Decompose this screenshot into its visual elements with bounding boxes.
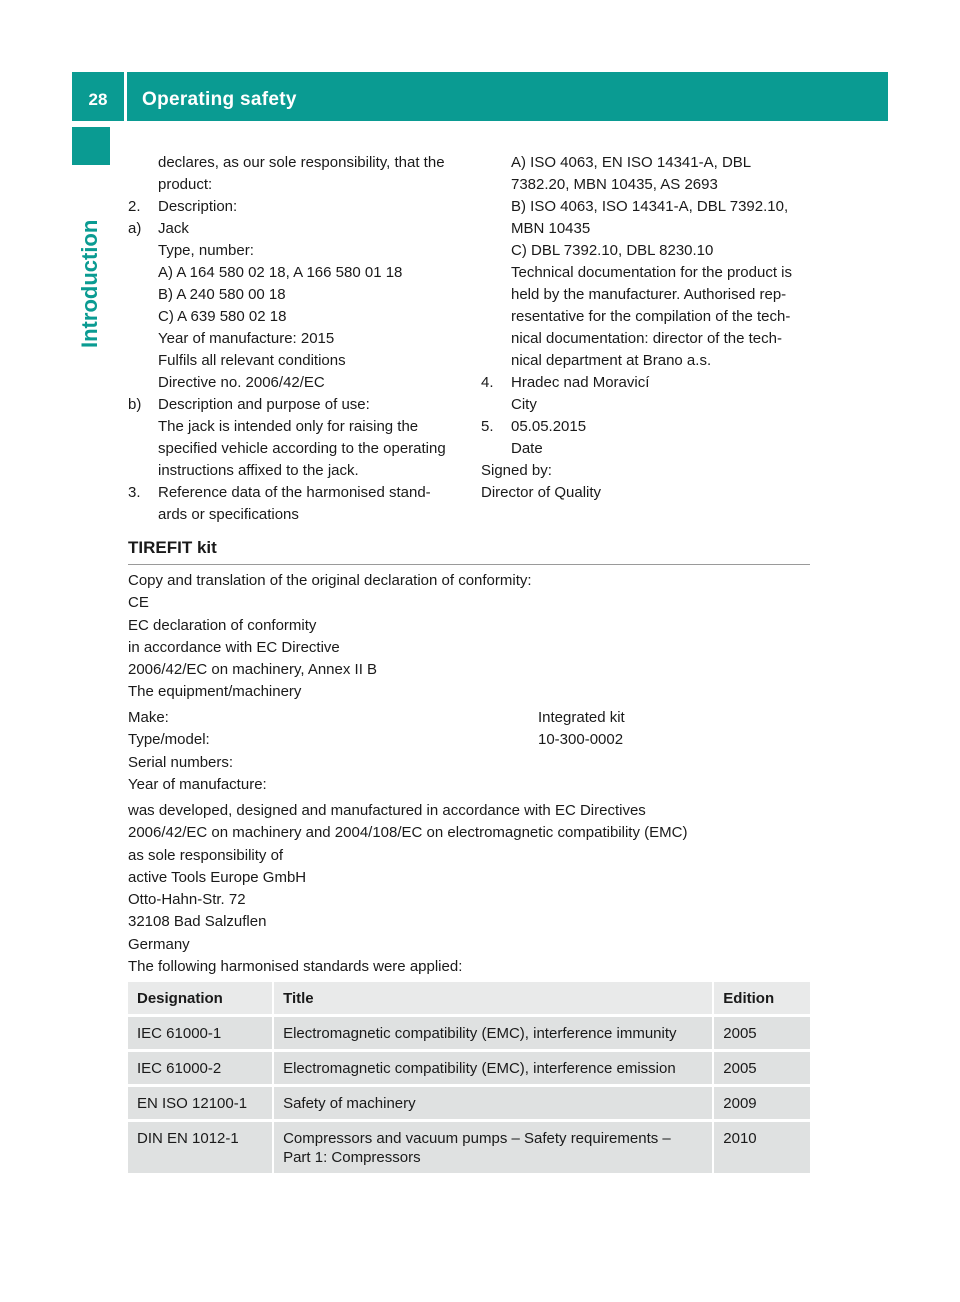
right-column	[481, 152, 816, 504]
list-marker: 3.	[128, 484, 141, 501]
right-paragraph	[481, 240, 816, 262]
text-line: 7382.20, MBN 10435, AS 2693	[511, 176, 718, 193]
text-line: was developed, designed and manufactured in accordance with EC Directives	[128, 802, 646, 819]
text-line: product:	[158, 176, 213, 193]
column-header-edition: Edition	[714, 982, 810, 1014]
text-line: A) A 164 580 02 18, A 166 580 01 18	[158, 264, 403, 281]
text-line: nical department at Brano a.s.	[511, 352, 712, 369]
left-paragraph	[128, 372, 463, 394]
text-line: Technical documentation for the product is	[511, 264, 792, 281]
right-paragraph	[481, 482, 816, 504]
table-row	[128, 1049, 810, 1084]
text-line: EC declaration of conformity	[128, 616, 317, 634]
left-paragraph	[128, 284, 463, 306]
field-row	[128, 752, 828, 774]
header-divider	[124, 72, 127, 121]
section-header-title: Operating safety	[142, 89, 297, 110]
text-line: Reference data of the harmonised stand-	[158, 484, 431, 501]
left-paragraph	[128, 218, 463, 240]
text-line: The jack is intended only for raising the	[158, 418, 419, 435]
field-label: Make:	[128, 709, 169, 726]
left-paragraph	[128, 394, 463, 416]
left-paragraph	[128, 262, 463, 284]
right-paragraph	[481, 438, 816, 460]
text-line: MBN 10435	[511, 220, 591, 237]
text-line: declares, as our sole responsibility, that the	[158, 154, 445, 171]
table-row	[128, 1014, 810, 1049]
standards-table	[128, 982, 810, 1173]
right-paragraph	[481, 196, 816, 240]
chapter-marker	[72, 127, 110, 165]
text-line: Jack	[158, 220, 189, 237]
cell-title: Electromagnetic compatibility (EMC), interference immunity	[274, 1014, 714, 1049]
cell-title: Compressors and vacuum pumps – Safety requirements – Part 1: Compressors	[274, 1119, 714, 1173]
field-row	[128, 707, 828, 729]
text-line: instructions affixed to the jack.	[158, 462, 359, 479]
left-paragraph	[128, 350, 463, 372]
table-row	[128, 1119, 810, 1173]
right-paragraph	[481, 152, 816, 196]
text-line: Description:	[158, 198, 238, 215]
heading-rule	[128, 564, 810, 565]
right-paragraph	[481, 372, 816, 394]
text-line: as sole responsibility of	[128, 846, 284, 864]
tirefit-heading: TIREFIT kit	[128, 538, 217, 557]
list-marker: 5.	[481, 418, 494, 435]
chapter-label: Introduction	[77, 219, 102, 348]
text-line: Otto-Hahn-Str. 72	[128, 891, 246, 909]
field-row	[128, 729, 828, 751]
left-paragraph	[128, 328, 463, 350]
right-paragraph	[481, 416, 816, 438]
text-line: City	[511, 396, 537, 413]
text-line: nical documentation: director of the tech-	[511, 330, 782, 347]
page-header	[72, 72, 888, 121]
text-line: 05.05.2015	[511, 418, 587, 435]
list-marker: 2.	[128, 198, 141, 215]
cell-designation: EN ISO 12100-1	[128, 1084, 274, 1119]
text-line: The following harmonised standards were applied:	[128, 958, 463, 976]
left-column	[128, 152, 463, 526]
list-marker: b)	[128, 396, 142, 413]
text-line: B) ISO 4063, ISO 14341-A, DBL 7392.10,	[511, 198, 789, 215]
cell-title: Safety of machinery	[274, 1084, 714, 1119]
field-row	[128, 774, 828, 796]
cell-title: Electromagnetic compatibility (EMC), interference emission	[274, 1049, 714, 1084]
cell-edition: 2005	[714, 1014, 810, 1049]
text-line: C) A 639 580 02 18	[158, 308, 287, 325]
text-line: Copy and translation of the original declaration of conformity:	[128, 572, 532, 589]
text-line: resentative for the compilation of the tech-	[511, 308, 791, 325]
list-marker: 4.	[481, 374, 494, 391]
text-line: Hradec nad Moravicí	[511, 374, 650, 391]
cell-edition: 2009	[714, 1084, 810, 1119]
left-paragraph	[128, 416, 463, 482]
declaration-body	[128, 800, 828, 978]
text-line: active Tools Europe GmbH	[128, 868, 307, 886]
text-line: B) A 240 580 00 18	[158, 286, 286, 303]
left-paragraph	[128, 152, 463, 196]
text-line: Type, number:	[158, 242, 254, 259]
right-paragraph	[481, 460, 816, 482]
left-paragraph	[128, 240, 463, 262]
cell-designation: IEC 61000-2	[128, 1049, 274, 1084]
field-value: Integrated kit	[538, 709, 625, 726]
text-line: 32108 Bad Salzuflen	[128, 913, 267, 931]
field-label: Type/model:	[128, 731, 210, 749]
text-line: The equipment/machinery	[128, 683, 302, 701]
cell-designation: DIN EN 1012-1	[128, 1119, 274, 1173]
text-line: held by the manufacturer. Authorised rep-	[511, 286, 787, 303]
text-line: CE	[128, 594, 149, 612]
text-line: in accordance with EC Directive	[128, 638, 340, 656]
list-marker: a)	[128, 220, 142, 237]
column-header-title: Title	[274, 982, 714, 1014]
text-line: Date	[511, 440, 543, 457]
cell-edition: 2010	[714, 1119, 810, 1173]
text-line: ards or specifications	[158, 506, 299, 523]
page-number: 28	[88, 90, 108, 109]
left-paragraph	[128, 196, 463, 218]
cell-edition: 2005	[714, 1049, 810, 1084]
text-line: Year of manufacture: 2015	[158, 330, 335, 347]
text-line: Fulfils all relevant conditions	[158, 352, 346, 369]
table-header-row	[128, 982, 810, 1014]
right-paragraph	[481, 394, 816, 416]
text-line: 2006/42/EC on machinery, Annex II B	[128, 661, 378, 679]
text-line: Director of Quality	[481, 484, 602, 501]
text-line: A) ISO 4063, EN ISO 14341-A, DBL	[511, 154, 752, 171]
field-value: 10-300-0002	[538, 731, 624, 749]
text-line: Germany	[128, 935, 190, 953]
equipment-fields	[128, 707, 828, 796]
text-line: C) DBL 7392.10, DBL 8230.10	[511, 242, 714, 259]
field-label: Serial numbers:	[128, 753, 234, 771]
table-row	[128, 1084, 810, 1119]
left-paragraph	[128, 482, 463, 526]
field-label: Year of manufacture:	[128, 775, 267, 793]
declaration-intro	[128, 570, 828, 704]
left-paragraph	[128, 306, 463, 328]
text-line: Signed by:	[481, 462, 552, 479]
cell-designation: IEC 61000-1	[128, 1014, 274, 1049]
text-line: Directive no. 2006/42/EC	[158, 374, 325, 391]
text-line: 2006/42/EC on machinery and 2004/108/EC on electromagnetic compatibility (EMC)	[128, 824, 688, 842]
column-header-designation: Designation	[128, 982, 274, 1014]
text-line: specified vehicle according to the operating	[158, 440, 446, 457]
text-line: Description and purpose of use:	[158, 396, 370, 413]
right-paragraph	[481, 262, 816, 372]
